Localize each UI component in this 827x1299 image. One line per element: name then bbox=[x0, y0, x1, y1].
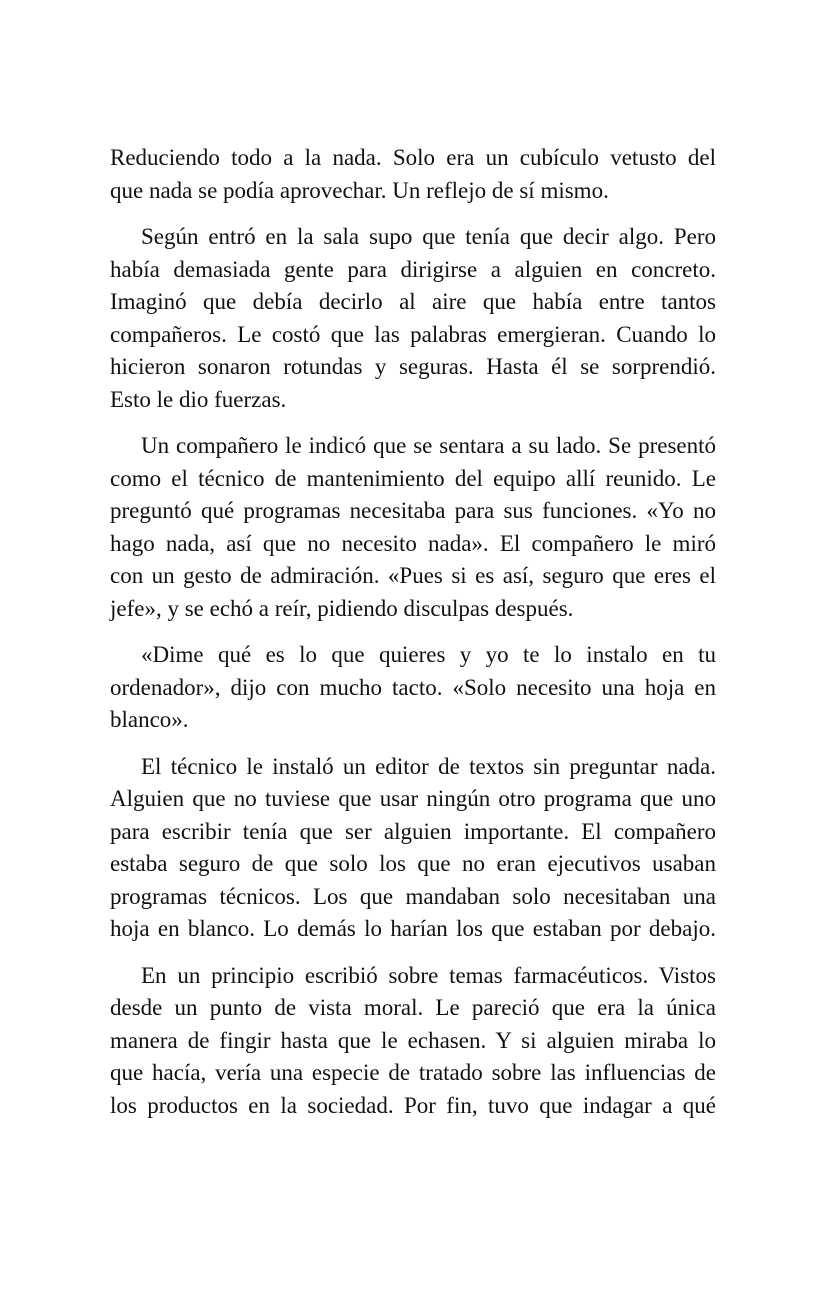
text-line: Imaginó que debía decirlo al aire que había entre tantos bbox=[110, 289, 716, 314]
paragraph-6 bbox=[110, 960, 716, 1123]
text-line: que nada se podía aprovechar. Un reflejo de sí mismo. bbox=[110, 177, 609, 203]
text-line: hicieron sonaron rotundas y seguras. Hasta él se sorprendió. bbox=[110, 354, 716, 379]
text-line: los productos en la sociedad. Por fin, tuvo que indagar a qué bbox=[110, 1092, 716, 1118]
paragraph-5 bbox=[110, 751, 716, 946]
text-line: programas técnicos. Los que mandaban solo necesitaban una bbox=[110, 883, 716, 909]
text-line: preguntó qué programas necesitaba para sus funciones. «Yo no bbox=[110, 498, 716, 523]
text-line: hoja en blanco. Lo demás lo harían los que estaban por debajo. bbox=[110, 916, 716, 941]
text-line: con un gesto de admiración. «Pues si es así, seguro que eres el bbox=[110, 563, 716, 588]
text-line: Un compañero le indicó que se sentara a su lado. Se presentó bbox=[141, 433, 716, 458]
paragraph-4 bbox=[110, 639, 716, 737]
text-line: que hacía, vería una especie de tratado sobre las influencias de bbox=[110, 1060, 716, 1085]
text-line: estaba seguro de que solo los que no eran ejecutivos usaban bbox=[110, 851, 716, 876]
paragraph-3 bbox=[110, 430, 716, 625]
text-line: Alguien que no tuviese que usar ningún otro programa que uno bbox=[110, 786, 716, 811]
text-line: En un principio escribió sobre temas farmacéuticos. Vistos bbox=[141, 962, 716, 988]
text-line: El técnico le instaló un editor de textos sin preguntar nada. bbox=[141, 753, 716, 779]
text-line: como el técnico de mantenimiento del equipo allí reunido. Le bbox=[110, 465, 716, 491]
text-line: Reduciendo todo a la nada. Solo era un cubículo vetusto del bbox=[110, 145, 716, 170]
text-line: compañeros. Le costó que las palabras emergieran. Cuando lo bbox=[110, 321, 716, 347]
text-line: hago nada, así que no necesito nada». El compañero le miró bbox=[110, 530, 716, 556]
text-line: Según entró en la sala supo que tenía que decir algo. Pero bbox=[141, 224, 716, 249]
paragraph-1 bbox=[110, 142, 716, 207]
text-line: había demasiada gente para dirigirse a alguien en concreto. bbox=[110, 256, 716, 282]
text-line: manera de fingir hasta que le echasen. Y si alguien miraba lo bbox=[110, 1027, 716, 1053]
text-line: para escribir tenía que ser alguien importante. El compañero bbox=[110, 818, 716, 844]
text-line: Esto le dio fuerzas. bbox=[110, 386, 287, 412]
text-line: desde un punto de vista moral. Le pareció que era la única bbox=[110, 995, 716, 1020]
text-line: «Dime qué es lo que quieres y yo te lo instalo en tu bbox=[141, 642, 716, 667]
text-line: jefe», y se echó a reír, pidiendo disculpas después. bbox=[110, 595, 574, 621]
text-line: blanco». bbox=[110, 707, 189, 732]
text-line: ordenador», dijo con mucho tacto. «Solo necesito una hoja en bbox=[110, 674, 716, 700]
document-page bbox=[110, 142, 716, 1136]
paragraph-2 bbox=[110, 221, 716, 416]
